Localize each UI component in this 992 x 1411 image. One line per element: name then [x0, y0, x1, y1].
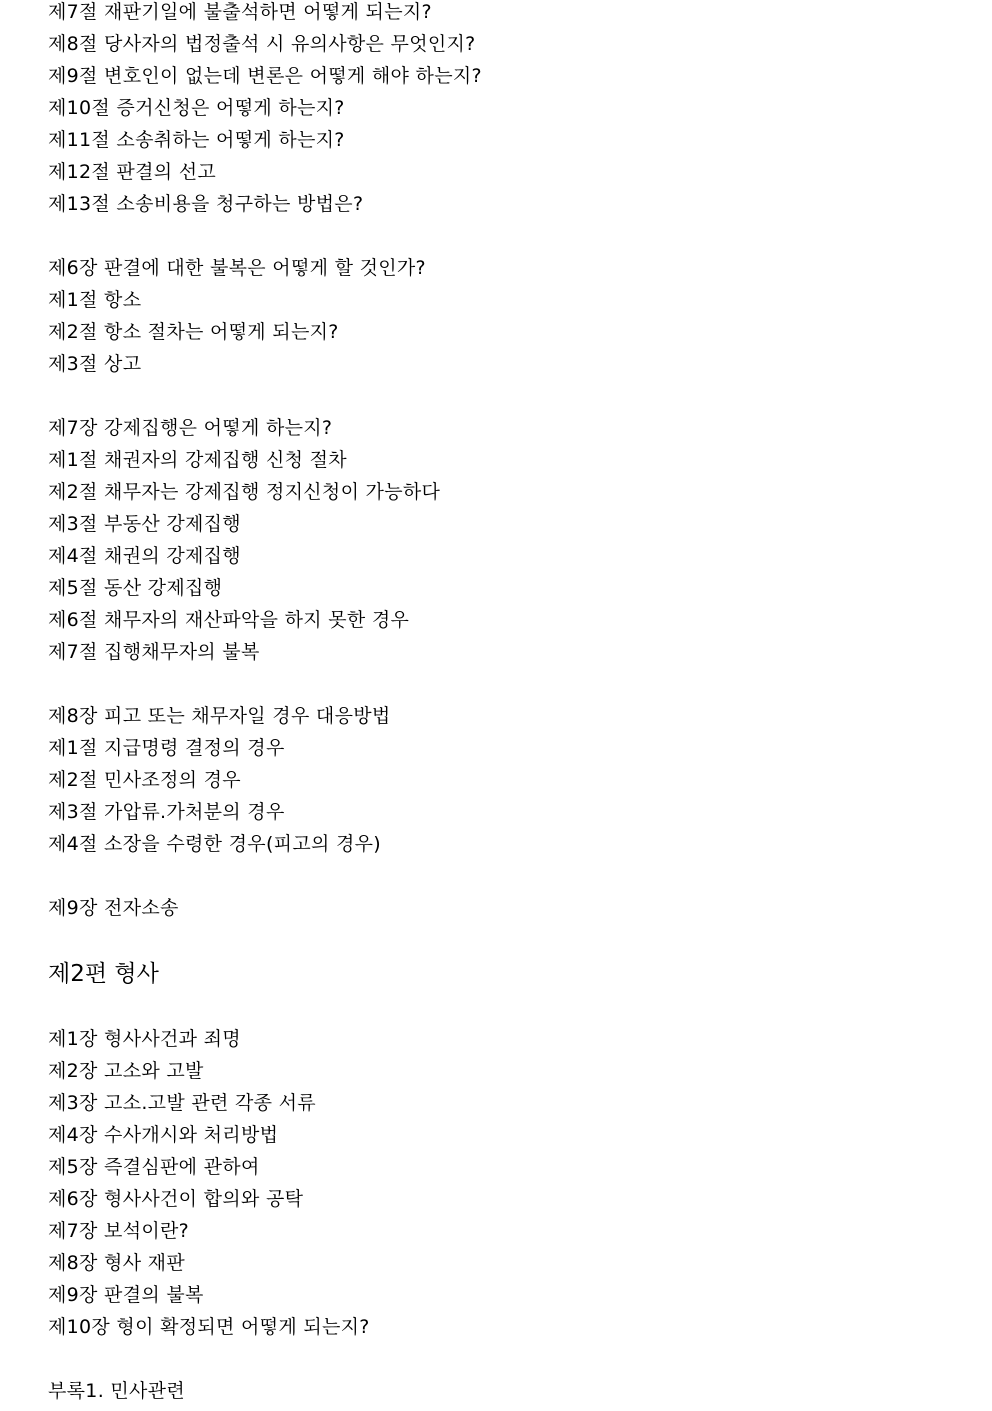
toc-section-e-litigation — [48, 896, 968, 928]
spacer — [48, 992, 968, 1027]
toc-chapter-heading: 제7장 보석이란? — [48, 1220, 190, 1242]
toc-chapter-heading: 제3장 고소.고발 관련 각종 서류 — [48, 1092, 316, 1114]
toc-entry: 제13절 소송비용을 청구하는 방법은? — [48, 193, 364, 215]
toc-entry: 제3절 상고 — [48, 353, 142, 375]
spacer — [48, 1347, 968, 1379]
toc-entry: 제8절 당사자의 법정출석 시 유의사항은 무엇인지? — [48, 33, 476, 55]
spacer — [48, 928, 968, 960]
toc-chapter-heading: 제6장 판결에 대한 불복은 어떻게 할 것인가? — [48, 257, 426, 279]
toc-entry: 제2절 민사조정의 경우 — [48, 769, 241, 791]
part-title: 제2편 형사 — [48, 961, 159, 987]
toc-section-enforcement — [48, 416, 968, 672]
toc-entry: 제7절 집행채무자의 불복 — [48, 641, 260, 663]
spacer — [48, 384, 968, 416]
toc-chapter-heading: 제10장 형이 확정되면 어떻게 되는지? — [48, 1316, 370, 1338]
spacer — [48, 224, 968, 256]
toc-chapter-heading: 제4장 수사개시와 처리방법 — [48, 1124, 279, 1146]
spacer — [48, 864, 968, 896]
toc-entry: 제9절 변호인이 없는데 변론은 어떻게 해야 하는지? — [48, 65, 482, 87]
toc-entry: 제12절 판결의 선고 — [48, 161, 217, 183]
toc-entry: 제10절 증거신청은 어떻게 하는지? — [48, 97, 345, 119]
toc-chapter-heading: 제7장 강제집행은 어떻게 하는지? — [48, 417, 333, 439]
toc-chapter-heading: 제2장 고소와 고발 — [48, 1060, 204, 1082]
toc-section-defendant — [48, 704, 968, 864]
toc-entry: 제2절 채무자는 강제집행 정지신청이 가능하다 — [48, 481, 441, 503]
toc-chapter-heading: 제9장 판결의 불복 — [48, 1284, 204, 1306]
toc-entry: 제6절 채무자의 재산파악을 하지 못한 경우 — [48, 609, 410, 631]
toc-entry: 제3절 부동산 강제집행 — [48, 513, 241, 535]
toc-entry: 제4절 소장을 수령한 경우(피고의 경우) — [48, 833, 381, 855]
toc-entry: 제4절 채권의 강제집행 — [48, 545, 241, 567]
spacer — [48, 672, 968, 704]
toc-entry: 제11절 소송취하는 어떻게 하는지? — [48, 129, 345, 151]
toc-chapter-heading: 제8장 피고 또는 채무자일 경우 대응방법 — [48, 705, 391, 727]
toc-chapter-heading: 제6장 형사사건이 합의와 공탁 — [48, 1188, 304, 1210]
toc-chapter-heading: 제8장 형사 재판 — [48, 1252, 185, 1274]
toc-chapter-heading: 제1장 형사사건과 죄명 — [48, 1028, 241, 1050]
toc-entry: 제1절 채권자의 강제집행 신청 절차 — [48, 449, 347, 471]
table-of-contents — [48, 0, 968, 1411]
toc-section-appeal — [48, 256, 968, 384]
toc-section-civil-trial — [48, 0, 968, 224]
appendix-heading: 부록1. 민사관련 — [48, 1380, 185, 1402]
toc-chapter-heading: 제5장 즉결심판에 관하여 — [48, 1156, 260, 1178]
toc-entry: 제5절 동산 강제집행 — [48, 577, 223, 599]
toc-entry: 제1절 지급명령 결정의 경우 — [48, 737, 285, 759]
toc-entry: 제7절 재판기일에 불출석하면 어떻게 되는지? — [48, 1, 432, 23]
toc-entry: 제1절 항소 — [48, 289, 142, 311]
toc-entry: 제3절 가압류.가처분의 경우 — [48, 801, 285, 823]
toc-chapter-heading: 제9장 전자소송 — [48, 897, 179, 919]
toc-entry: 제2절 항소 절차는 어떻게 되는지? — [48, 321, 339, 343]
toc-section-criminal — [48, 1027, 968, 1347]
